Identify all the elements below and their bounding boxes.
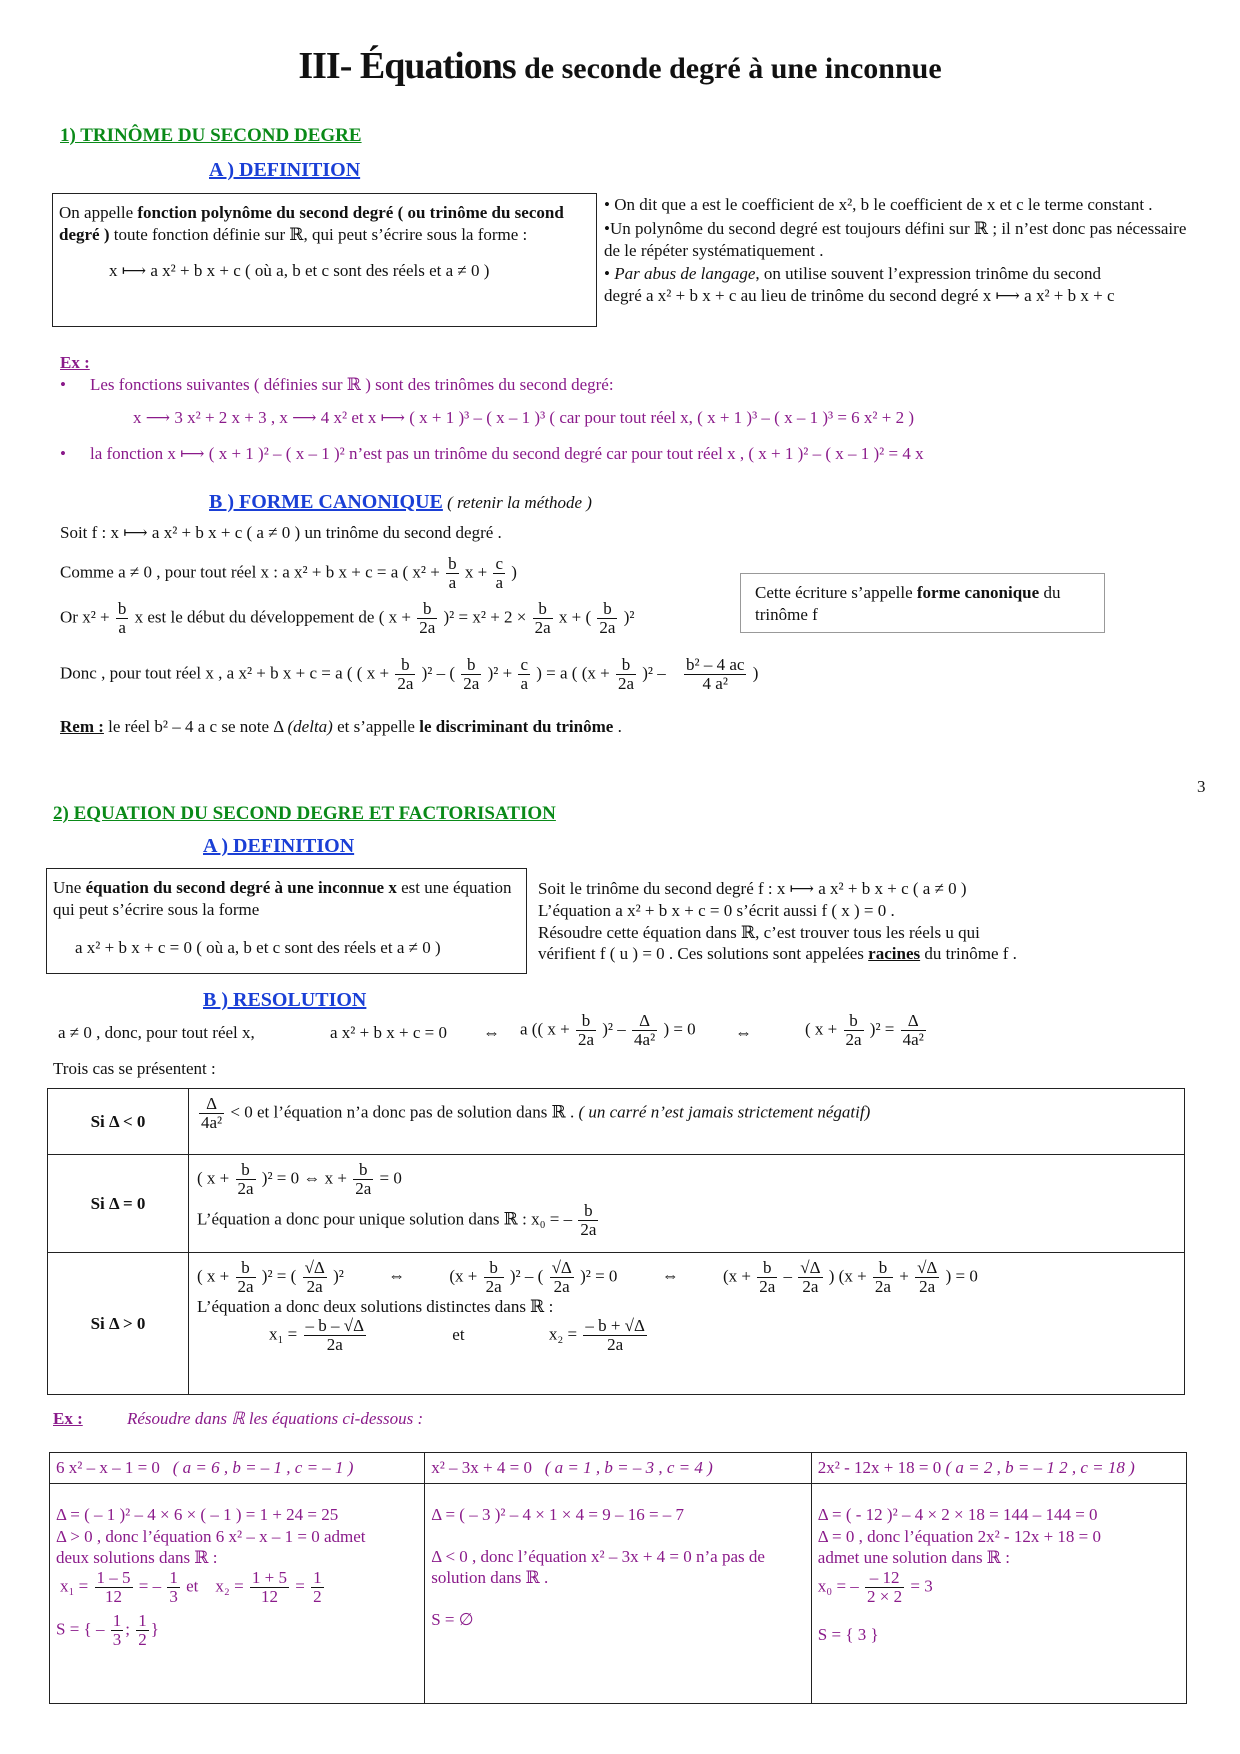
case-label: Si Δ = 0	[48, 1155, 189, 1253]
case-content: ( x + $\frac{b}{2a}$ )² = 0 ⇔ x + $\frac{b}{2a}$ = 0 L’équation a donc pour unique solution dans ℝ : x₀ = – $\frac{b}{2a}$	[189, 1155, 1185, 1253]
examples-body-row	[50, 1483, 1187, 1703]
cases-table	[47, 1088, 1185, 1395]
case-row	[48, 1089, 1185, 1155]
example-line: • la fonction x ⟼ ( x + 1 )² – ( x – 1 )² n’est pas un trinôme du second degré car pour tout réel x , ( x + 1 )² – ( x – 1 )² = 4 x	[60, 444, 924, 463]
example-label: Ex :	[60, 353, 90, 372]
definition-formula: a x² + b x + c = 0 ( où a, b et c sont des réels et a ≠ 0 )	[75, 937, 441, 957]
example-solution: Δ = ( – 1 )² – 4 × 6 × ( – 1 ) = 1 + 24 = 25 Δ > 0 , donc l’équation 6 x² – x – 1 = 0 admet deux solutions dans ℝ : x₁ = $\frac{1 - 5}{12}$ = – $\frac{1}{3}$ et x₂ = $\frac{1 + 5}{12}$ = $\frac{1}{2}$ S = { – $\frac{1}{3}$ ; $\frac{1}{2}$ }	[50, 1483, 425, 1703]
section1-canon-heading: B ) FORME CANONIQUE ( retenir la méthode )	[209, 491, 592, 513]
resolution-line: a ≠ 0 , donc, pour tout réel x, a x² + b x + c = 0 ⇔ a (( x + $\frac{b}{2a}$ )² – $\frac{\Delta}{\text{4a²}}$ ) = 0 ⇔ ( x + $\frac{b}{2a}$ )² = $\frac{\Delta}{\text{4a²}}$	[58, 1011, 924, 1049]
example-solution: Δ = ( - 12 )² – 4 × 2 × 18 = 144 – 144 = 0 Δ = 0 , donc l’équation 2x² - 12x + 18 = 0 admet une solution dans ℝ : x₀ = – $\frac{- 12}{2 \times 2}$ = 3 S = { 3 }	[811, 1483, 1186, 1703]
side-note: • Par abus de langage, on utilise souvent l’expression trinôme du second	[604, 264, 1102, 284]
examples-header-row	[50, 1453, 1187, 1484]
section2-heading: 2) EQUATION DU SECOND DEGRE ET FACTORISATION	[53, 803, 556, 824]
section1-defA-heading: A ) DEFINITION	[209, 159, 361, 181]
definition-side: Soit le trinôme du second degré f : x ⟼ a x² + b x + c ( a ≠ 0 ) L’équation a x² + b x + c = 0 s’écrit aussi f ( x ) = 0 . Résoudre cette équation dans ℝ, c’est trouver tous les réels u qui vérifient f ( u ) = 0 . Ces solutions sont appelées racines du trinôme f .	[538, 879, 1017, 964]
examples-table	[49, 1452, 1187, 1704]
example-solution: Δ = ( – 3 )² – 4 × 1 × 4 = 9 – 16 = – 7 Δ < 0 , donc l’équation x² – 3x + 4 = 0 n’a pas de solution dans ℝ . S = ∅	[425, 1483, 812, 1703]
definition-text: Une équation du second degré à une inconnue x est une équation qui peut s’écrire sous la forme	[53, 878, 512, 919]
case-row	[48, 1155, 1185, 1253]
example-line: • Les fonctions suivantes ( définies sur ℝ ) sont des trinômes du second degré:	[60, 375, 614, 394]
example-line: x ⟶ 3 x² + 2 x + 3 , x ⟶ 4 x² et x ⟼ ( x + 1 )³ – ( x – 1 )³ ( car pour tout réel x, ( x + 1 )³ – ( x – 1 )³ = 6 x² + 2 )	[133, 408, 915, 427]
side-notes	[604, 194, 1194, 307]
canon-line: Soit f : x ⟼ a x² + b x + c ( a ≠ 0 ) un trinôme du second degré .	[60, 523, 502, 542]
side-note: degré a x² + b x + c au lieu de trinôme du second degré x ⟼ a x² + b x + c	[604, 286, 1115, 305]
definition-box-1	[52, 193, 597, 327]
definition-box-2	[46, 868, 527, 974]
case-content: ( x + $\frac{b}{2a}$ )² = ( $\frac{√\Delta}{2a}$ )² ⇔ (x + $\frac{b}{2a}$ )² – ( $\frac{√\Delta}{2a}$ )² = 0 ⇔ (x + $\frac{b}{2a}$ – $\frac{√\Delta}{2a}$ ) (x + $\frac{b}{2a}$ + $\frac{√\Delta}{2a}$ ) = 0 L’équation a donc deux solutions distinctes dans ℝ : x₁ = $\frac{- b - √\Delta}{2a}$ et x₂ = $\frac{- b + √\Delta}{2a}$	[189, 1253, 1185, 1395]
case-label: Si Δ < 0	[48, 1089, 189, 1155]
example2-intro: Ex : Résoudre dans ℝ les équations ci-dessous :	[53, 1409, 424, 1428]
title-main: Équations	[359, 45, 516, 87]
case-label: Si Δ > 0	[48, 1253, 189, 1395]
case-row	[48, 1253, 1185, 1395]
section2-defA-heading: A ) DEFINITION	[203, 835, 355, 857]
canon-line: Donc , pour tout réel x , a x² + b x + c = a ( ( x + $\frac{b}{2a}$ )² – ( $\frac{b}{2a}$ )² + $\frac{c}{a}$ ) = a ( (x + $\frac{b}{2a}$ )² – $\frac{\text{b² – 4 ac}}{\text{4 a²}}$ )	[60, 655, 759, 693]
section1-heading: 1) TRINÔME DU SECOND DEGRE	[60, 125, 362, 146]
case-content: $\frac{\Delta}{\text{4a²}}$ < 0 et l’équation n’a donc pas de solution dans ℝ . ( un carré n’est jamais strictement négatif)	[189, 1089, 1185, 1155]
title-rest: de seconde degré à une inconnue	[524, 52, 942, 85]
canon-line: Comme a ≠ 0 , pour tout réel x : a x² + b x + c = a ( x² + $\frac{b}{a}$ x + $\frac{c}{a}$ )	[60, 554, 517, 592]
remark: Rem : le réel b² – 4 a c se note Δ (delta) et s’appelle le discriminant du trinôme .	[60, 717, 622, 736]
three-cases: Trois cas se présentent :	[53, 1059, 216, 1078]
canon-line: Or x² + $\frac{b}{a}$ x est le début du développement de ( x + $\frac{b}{2a}$ )² = x² + 2 × $\frac{b}{2a}$ x + ( $\frac{b}{2a}$ )²	[60, 599, 635, 637]
page-number: 3	[1197, 777, 1206, 796]
side-note: • On dit que a est le coefficient de x², b le coefficient de x et c le terme constant .	[604, 195, 1153, 214]
definition-formula: x ⟼ a x² + b x + c ( où a, b et c sont des réels et a ≠ 0 )	[109, 260, 490, 280]
example-equation: x² – 3x + 4 = 0 ( a = 1 , b = – 3 , c = 4 )	[425, 1453, 812, 1484]
side-note: •Un polynôme du second degré est toujours défini sur ℝ ; il n’est donc pas nécessaire de le répéter systématiquement .	[604, 218, 1187, 260]
definition-text: On appelle fonction polynôme du second degré ( ou trinôme du second degré ) toute fonction définie sur ℝ, qui peut s’écrire sous la forme :	[59, 203, 564, 244]
title-prefix: III-	[298, 45, 352, 87]
example-equation: 2x² - 12x + 18 = 0 ( a = 2 , b = – 1 2 , c = 18 )	[811, 1453, 1186, 1484]
example-equation: 6 x² – x – 1 = 0 ( a = 6 , b = – 1 , c = – 1 )	[50, 1453, 425, 1484]
section2-resol-heading: B ) RESOLUTION	[203, 989, 367, 1011]
canonical-note-box: Cette écriture s’appelle forme canonique du trinôme f	[740, 573, 1105, 633]
page-title	[0, 42, 1240, 91]
